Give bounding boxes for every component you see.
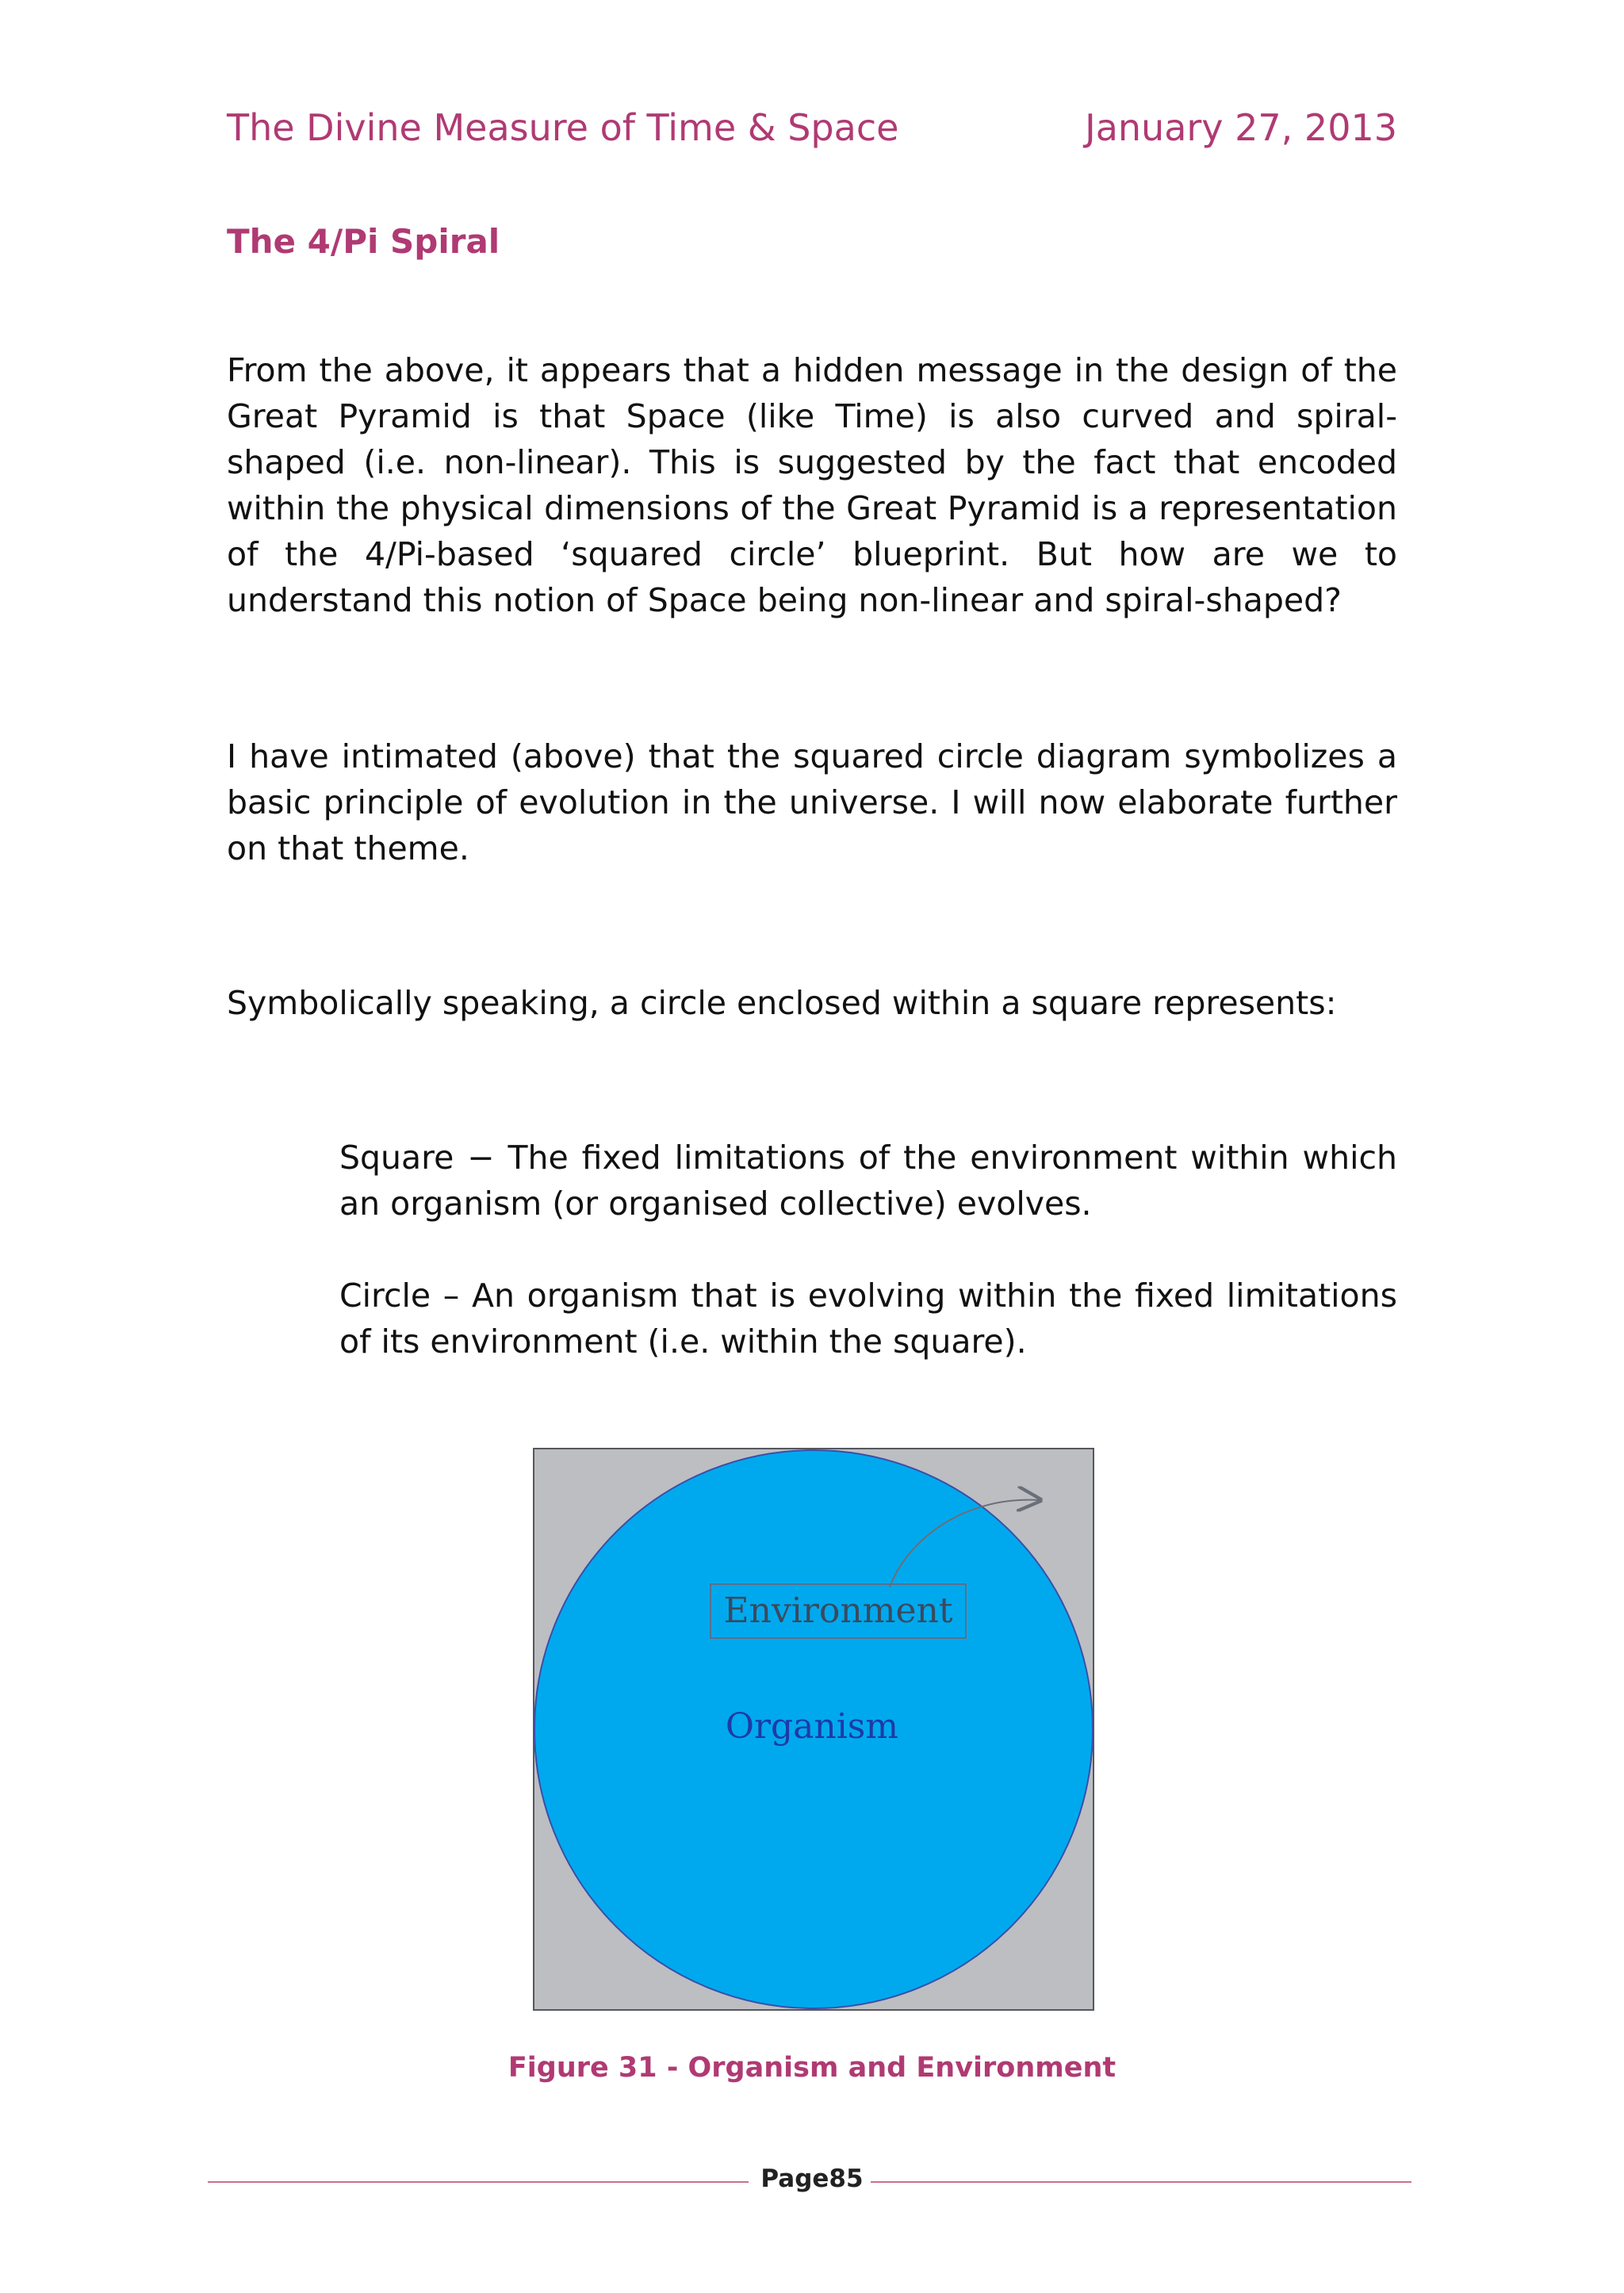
document-date: January 27, 2013	[1085, 106, 1397, 149]
organism-environment-figure	[533, 1448, 1094, 2011]
paragraph-intro: From the above, it appears that a hidden message in the design of the Great Pyramid is that Space (like Time) is also curved and spiral-shaped (i.e. non-linear). This is suggested by the fact that encoded within the physical dimensions of the Great Pyramid is a representation of the 4/Pi-based ‘squared circle’ blueprint. But how are we to understand this notion of Space being non-linear and spiral-shaped?	[227, 351, 1397, 619]
environment-label: Environment	[723, 1591, 953, 1631]
paragraph-evolution: I have intimated (above) that the squared circle diagram symbolizes a basic principle of evolution in the universe. I will now elaborate further on that theme.	[227, 737, 1397, 867]
paragraph-symbolic: Symbolically speaking, a circle enclosed within a square represents:	[227, 984, 1337, 1022]
footer-divider-left	[208, 2181, 749, 2183]
definition-square: Square − The fixed limitations of the environment within which an organism (or organised collective) evolves.	[339, 1139, 1397, 1223]
organism-label: Organism	[725, 1706, 899, 1747]
footer-divider-right	[871, 2181, 1411, 2183]
figure-caption: Figure 31 - Organism and Environment	[508, 2052, 1116, 2084]
document-title: The Divine Measure of Time & Space	[227, 106, 899, 149]
definition-circle: Circle – An organism that is evolving within the fixed limitations of its environment (i.e. within the square).	[339, 1277, 1397, 1361]
section-heading: The 4/Pi Spiral	[227, 222, 500, 261]
page-number: Page85	[760, 2165, 864, 2193]
